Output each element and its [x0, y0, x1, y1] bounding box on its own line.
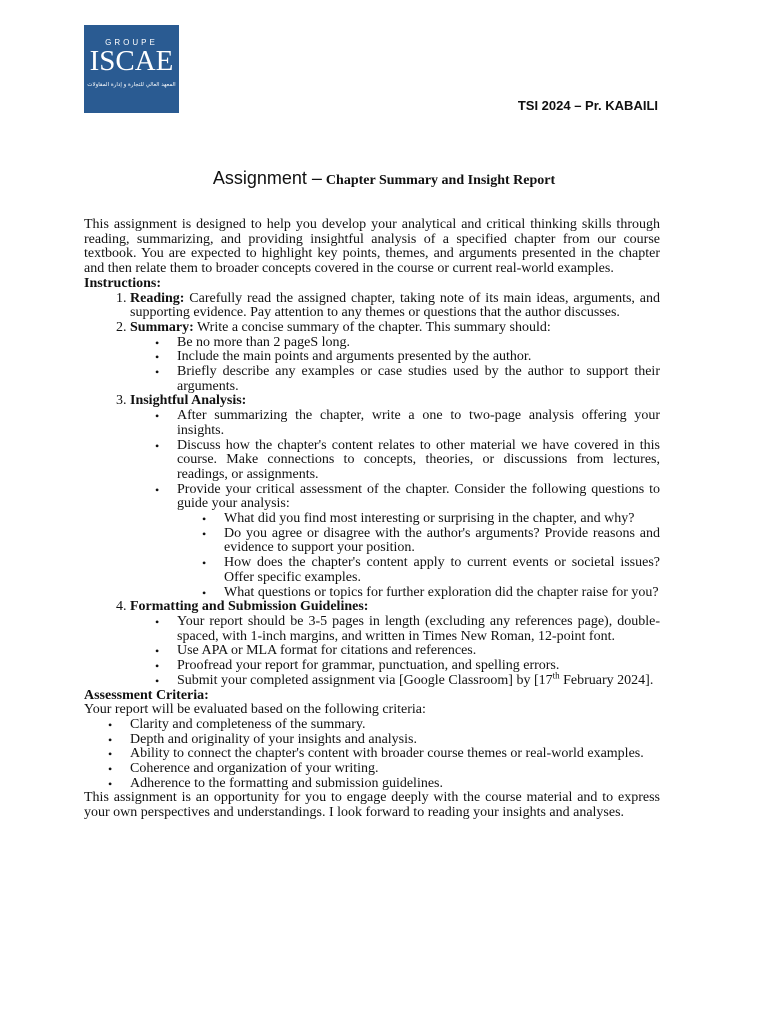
step-text: Write a concise summary of the chapter. This summary should:: [193, 319, 551, 335]
list-item: • Use APA or MLA format for citations and references.: [177, 644, 660, 659]
step-summary: [130, 321, 660, 395]
list-item: • What questions or topics for further exploration did the chapter raise for you?: [224, 586, 660, 601]
list-item: • Include the main points and arguments presented by the author.: [177, 350, 660, 365]
step-formatting: [130, 600, 660, 688]
step-text: Carefully read the assigned chapter, taking note of its main ideas, arguments, and supporting evidence. Pay attention to any themes or questions that the author discusses.: [130, 290, 660, 321]
assessment-intro: Your report will be evaluated based on the following criteria:: [84, 702, 426, 718]
step-label: Formatting and Submission Guidelines:: [130, 599, 369, 615]
list-item: [177, 670, 660, 689]
document-body: [84, 218, 660, 821]
list-item: • After summarizing the chapter, write a one to two-page analysis offering your insights.: [177, 409, 660, 438]
list-item: • Discuss how the chapter's content relates to other material we have covered in this course. Make connections to concepts, theories, or discussions from lectures, readings, or assignments.: [177, 439, 660, 483]
list-item: • Ability to connect the chapter's content with broader course themes or real-world examples.: [130, 747, 660, 762]
list-item: • Clarity and completeness of the summary.: [130, 718, 660, 733]
analysis-bullets: [130, 409, 660, 600]
analysis-questions: [177, 512, 660, 600]
assessment-heading: Assessment Criteria:: [84, 687, 209, 703]
list-item: • Depth and originality of your insights and analysis.: [130, 733, 660, 748]
title-prefix: Assignment –: [212, 168, 322, 188]
logo-tagline: المعهد العالي للتجارة و إدارة المقاولات: [87, 82, 176, 88]
submit-text-end: February 2024].: [559, 672, 654, 688]
step-analysis: [130, 394, 660, 600]
list-item: • Briefly describe any examples or case studies used by the author to support their arguments.: [177, 365, 660, 394]
instructions-heading: Instructions:: [84, 275, 162, 291]
list-item: • Your report should be 3-5 pages in length (excluding any references page), double-spaced, with 1-inch margins, and written in Times New Roman, 12-point font.: [177, 615, 660, 644]
step-reading: [130, 292, 660, 321]
submit-text: Submit your completed assignment via [Google Classroom] by [17: [177, 672, 553, 688]
list-item: • Adherence to the formatting and submission guidelines.: [130, 777, 660, 792]
document-title: [0, 168, 768, 189]
instructions-list: [84, 292, 660, 689]
list-item: • Do you agree or disagree with the author's arguments? Provide reasons and evidence to support your position.: [224, 527, 660, 556]
list-item: • How does the chapter's content apply to current events or societal issues? Offer specific examples.: [224, 556, 660, 585]
list-item: • What did you find most interesting or surprising in the chapter, and why?: [224, 512, 660, 527]
step-label: Insightful Analysis:: [130, 393, 247, 409]
list-item: • Be no more than 2 pageS long.: [177, 336, 660, 351]
list-item: • Proofread your report for grammar, punctuation, and spelling errors.: [177, 659, 660, 674]
course-header: TSI 2024 – Pr. KABAILI: [517, 98, 658, 113]
intro-paragraph: This assignment is designed to help you develop your analytical and critical thinking skills through reading, summarizing, and providing insightful analysis of a specified chapter from our course textbook. You are expected to highlight key points, themes, and arguments presented in the chapter and then relate them to broader concepts covered in the course or current real-world examples.: [84, 217, 660, 277]
list-item: [177, 483, 660, 601]
list-item: • Coherence and organization of your writing.: [130, 762, 660, 777]
submit-sup: th: [552, 670, 560, 681]
step-label: Summary:: [130, 319, 194, 335]
logo-groupe-text: GROUPE: [105, 38, 158, 47]
summary-bullets: [130, 336, 660, 395]
logo-brand-text: ISCAE: [89, 45, 174, 77]
title-main: Chapter Summary and Insight Report: [325, 173, 556, 188]
iscae-logo: [84, 25, 179, 113]
assessment-bullets: [84, 718, 660, 792]
list-item-text: Provide your critical assessment of the chapter. Consider the following questions to guide your analysis:: [177, 481, 660, 512]
step-label: Reading:: [130, 290, 185, 306]
formatting-bullets: [130, 615, 660, 689]
closing-paragraph: This assignment is an opportunity for you to engage deeply with the course material and to express your own perspectives and understandings. I look forward to reading your insights and analyses.: [84, 790, 660, 821]
